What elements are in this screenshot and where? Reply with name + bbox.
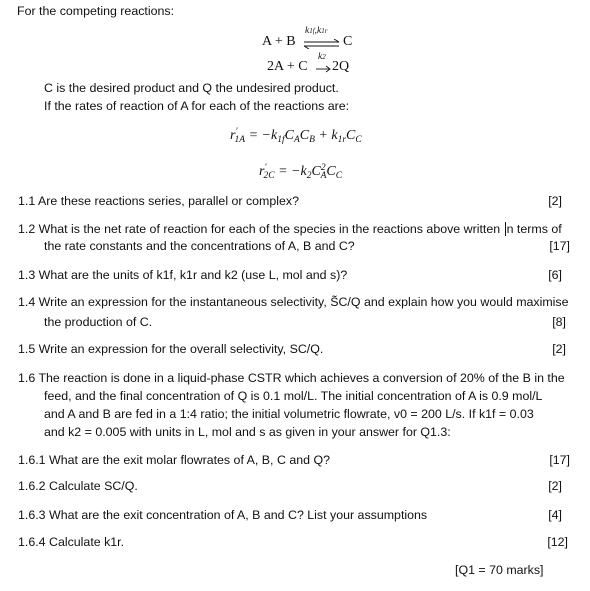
question-1-2-line-1 — [18, 222, 562, 236]
question-1-2-text-b: n terms of — [506, 222, 562, 236]
question-1-1: 1.1 Are these reactions series, parallel or complex? — [18, 194, 299, 208]
text-cursor — [505, 222, 506, 236]
question-1-6-4: 1.6.4 Calculate k1r. — [18, 535, 125, 549]
description-products: C is the desired product and Q the undesired product. — [44, 81, 339, 95]
reaction-1-rate-label: k1f,k1r — [305, 26, 328, 36]
rate-equation-2: $r'_{2C} = -k_2C^2_AC_C$ — [259, 163, 343, 181]
question-1-2-text-a: 1.2 What is the net rate of reaction for each of the species in the reactions above written — [18, 222, 504, 236]
marks-1-6-1: [17] — [549, 453, 570, 467]
question-1-5: 1.5 Write an expression for the overall selectivity, SC/Q. — [18, 342, 324, 356]
marks-1-6-2: [2] — [548, 479, 562, 493]
question-1-6-1: 1.6.1 What are the exit molar flowrates of A, B, C and Q? — [18, 453, 330, 467]
equilibrium-arrow-icon — [303, 39, 341, 49]
question-1-6-3: 1.6.3 What are the exit concentration of A, B and C? List your assumptions — [18, 508, 428, 522]
marks-1-6-4: [12] — [547, 535, 568, 549]
question-1-4-line-1: 1.4 Write an expression for the instantaneous selectivity, S̃C/Q and explain how you would maximise — [18, 295, 569, 309]
intro-text: For the competing reactions: — [17, 4, 175, 18]
marks-1-1: [2] — [548, 194, 562, 208]
question-1-6-2: 1.6.2 Calculate SC/Q. — [18, 479, 138, 493]
reaction-2-right: 2Q — [332, 59, 350, 74]
question-1-4-line-2: the production of C. — [44, 315, 153, 329]
marks-1-5: [2] — [552, 342, 566, 356]
marks-1-6-3: [4] — [548, 508, 562, 522]
question-1-6-line-4: and k2 = 0.005 with units in L, mol and s as given in your answer for Q1.3: — [44, 425, 451, 439]
total-marks: [Q1 = 70 marks] — [455, 563, 544, 577]
description-rates: If the rates of reaction of A for each of the reactions are: — [44, 99, 350, 113]
reaction-2 — [267, 54, 367, 78]
reaction-1-right: C — [343, 34, 353, 49]
question-1-3: 1.3 What are the units of k1f, k1r and k2 (use L, mol and s)? — [18, 268, 348, 282]
marks-1-2: [17] — [549, 239, 570, 253]
question-1-6-line-3: and A and B are fed in a 1:4 ratio; the initial volumetric flowrate, v0 = 200 L/s. If k1f = 0.03 — [44, 407, 534, 421]
question-1-6-line-1: 1.6 The reaction is done in a liquid-phase CSTR which achieves a conversion of 20% of the B in the — [18, 371, 565, 385]
forward-arrow-icon — [316, 65, 332, 73]
question-1-2-line-2: the rate constants and the concentrations of A, B and C? — [44, 239, 355, 253]
marks-1-3: [6] — [548, 268, 562, 282]
reaction-2-left: 2A + C — [267, 59, 308, 74]
rate-equation-1: $r'_{1A} = -k_{1f}C_AC_B + k_{1r}C_C$ — [230, 127, 362, 145]
reaction-1-left: A + B — [262, 34, 296, 49]
question-1-6-line-2: feed, and the final concentration of Q is 0.1 mol/L. The initial concentration of A is 0.9 mol/L — [44, 389, 543, 403]
reaction-2-rate-label: k2 — [318, 52, 326, 62]
marks-1-4: [8] — [552, 315, 566, 329]
reaction-1 — [262, 26, 362, 56]
